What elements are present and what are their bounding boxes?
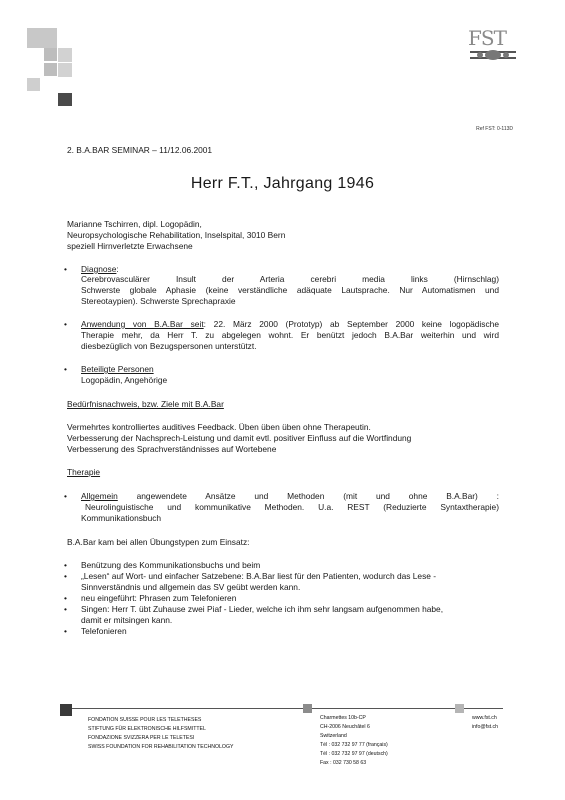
footer-square [303, 704, 312, 713]
footer-address-line: Charmettes 10b-CP [320, 715, 366, 721]
therapie-line-1 [81, 491, 499, 502]
footer-address [320, 714, 388, 768]
square [44, 48, 57, 61]
fst-logo [468, 28, 520, 68]
footer-address-line: Tél : 032 732 97 77 (français) [320, 742, 388, 748]
square [27, 78, 40, 91]
anwendung-label: Anwendung von B.A.Bar seit [81, 319, 204, 329]
beduerfnis-line-1: Vermehrtes kontrolliertes auditives Feedback. Üben üben üben ohne Therapeutin. [67, 422, 371, 432]
uebung-item-continued: damit er mitsingen kann. [81, 615, 173, 625]
logo-emblem-icon [468, 48, 518, 62]
author-line-1: Marianne Tschirren, dipl. Logopädin, [67, 219, 202, 229]
bullet-icon: • [64, 560, 67, 570]
reference-number: Ref FST: 0-113D [476, 126, 513, 132]
footer-org-line: FONDAZIONE SVIZZERA PER LE TELETESI [88, 735, 195, 741]
footer-address-line: Fax : 032 730 58 63 [320, 760, 367, 766]
beduerfnis-line-3: Verbesserung des Sprachverständnisses auf Wortebene [67, 444, 277, 454]
footer-website-link[interactable]: www.fst.ch [472, 715, 497, 721]
square [27, 28, 57, 48]
anwendung-line-3: diesbezüglich von Bezugspersonen unterstützt. [81, 341, 257, 351]
footer-organization [88, 716, 233, 752]
uebung-item: Benützung des Kommunikationsbuchs und beim [81, 560, 261, 570]
bullet-icon: • [64, 491, 67, 501]
beduerfnis-line-2: Verbesserung der Nachsprech-Leistung und damit evtl. positiver Einfluss auf die Wortfindung [67, 433, 412, 443]
therapie-line-3: Kommunikationsbuch [81, 513, 162, 523]
therapie-line-2: Neurolinguistische und kommunikative Methoden. U.a. REST (Reduzierte Syntaxtherapie) [85, 502, 499, 512]
uebung-item: „Lesen“ auf Wort- und einfacher Satzebene: B.A.Bar liest für den Patienten, wodurch das Lese - [81, 571, 437, 581]
therapie-heading: Therapie [67, 467, 101, 477]
diagnose-line-1: Cerebrovasculärer Insult der Arteria cerebri media links (Hirnschlag) [81, 274, 499, 284]
footer-divider [64, 708, 503, 709]
therapie-label: Allgemein [81, 491, 118, 501]
footer-email-link[interactable]: info@fst.ch [472, 724, 499, 730]
uebung-item-continued: Sinnverständnis und allgemein das SV geübt werden kann. [81, 582, 301, 592]
footer-contact [472, 714, 498, 732]
therapie-text-1: angewendete Ansätze und Methoden (mit und ohne B.A.Bar) : [117, 491, 499, 501]
bullet-icon: • [64, 319, 67, 329]
uebungstypen-intro: B.A.Bar kam bei allen Übungstypen zum Einsatz: [67, 537, 250, 547]
anwendung-line-1 [81, 319, 499, 330]
bullet-icon: • [64, 593, 67, 603]
bullet-icon: • [64, 264, 67, 274]
footer-address-line: Tél : 032 732 97 97 (deutsch) [320, 751, 388, 757]
diagnose-line-3: Stereotaypien). Schwerste Sprechapraxie [81, 296, 236, 306]
bullet-icon: • [64, 571, 67, 581]
square [58, 93, 72, 106]
logo-text: FST [468, 26, 506, 50]
bullet-icon: • [64, 604, 67, 614]
beteiligte-label-wrap [81, 364, 499, 375]
square [58, 48, 72, 62]
diagnose-block: Diagnose: [81, 264, 119, 274]
bullet-icon: • [64, 364, 67, 374]
beduerfnis-heading: Bedürfnisnachweis, bzw. Ziele mit B.A.Bar [67, 399, 224, 409]
uebung-item: Telefonieren [81, 626, 127, 636]
author-line-2: Neuropsychologische Rehabilitation, Inselspital, 3010 Bern [67, 230, 286, 240]
diagnose-label: Diagnose [81, 264, 117, 274]
footer-address-line: Switzerland [320, 733, 347, 739]
uebung-item: neu eingeführt: Phrasen zum Telefonieren [81, 593, 237, 603]
footer-org-line: FONDATION SUISSE POUR LES TELETHESES [88, 717, 202, 723]
uebung-item: Singen: Herr T. übt Zuhause zwei Piaf - Lieder, welche ich ihm sehr langsam aufgenommen habe, [81, 604, 444, 614]
bullet-icon: • [64, 626, 67, 636]
beteiligte-value: Logopädin, Angehörige [81, 375, 168, 385]
footer-org-line: SWISS FOUNDATION FOR REHABILITATION TECHNOLOGY [88, 744, 234, 750]
footer-org-line: STIFTUNG FÜR ELEKTRONISCHE HILFSMITTEL [88, 726, 206, 732]
diagnose-line-2: Schwerste globale Aphasie (keine verständliche adäquate Lautsprache. Nur Automatismen und [81, 285, 499, 295]
square [44, 63, 57, 76]
footer-address-line: CH-2006 Neuchâtel 6 [320, 724, 370, 730]
anwendung-text-1: : 22. März 2000 (Prototyp) ab September 2000 keine logopädische [203, 319, 499, 329]
anwendung-line-2: Therapie mehr, da Herr T. zu abgelegen wohnt. Er benützt jedoch B.A.Bar weiterhin und wird [81, 330, 499, 340]
author-line-3: speziell Hirnverletzte Erwachsene [67, 241, 193, 251]
page-title: Herr F.T., Jahrgang 1946 [190, 175, 375, 192]
footer-square [60, 704, 72, 716]
footer-square [455, 704, 464, 713]
seminar-line: 2. B.A.BAR SEMINAR – 11/12.06.2001 [67, 145, 213, 155]
square [58, 63, 72, 77]
beteiligte-label: Beteiligte Personen [81, 364, 154, 374]
